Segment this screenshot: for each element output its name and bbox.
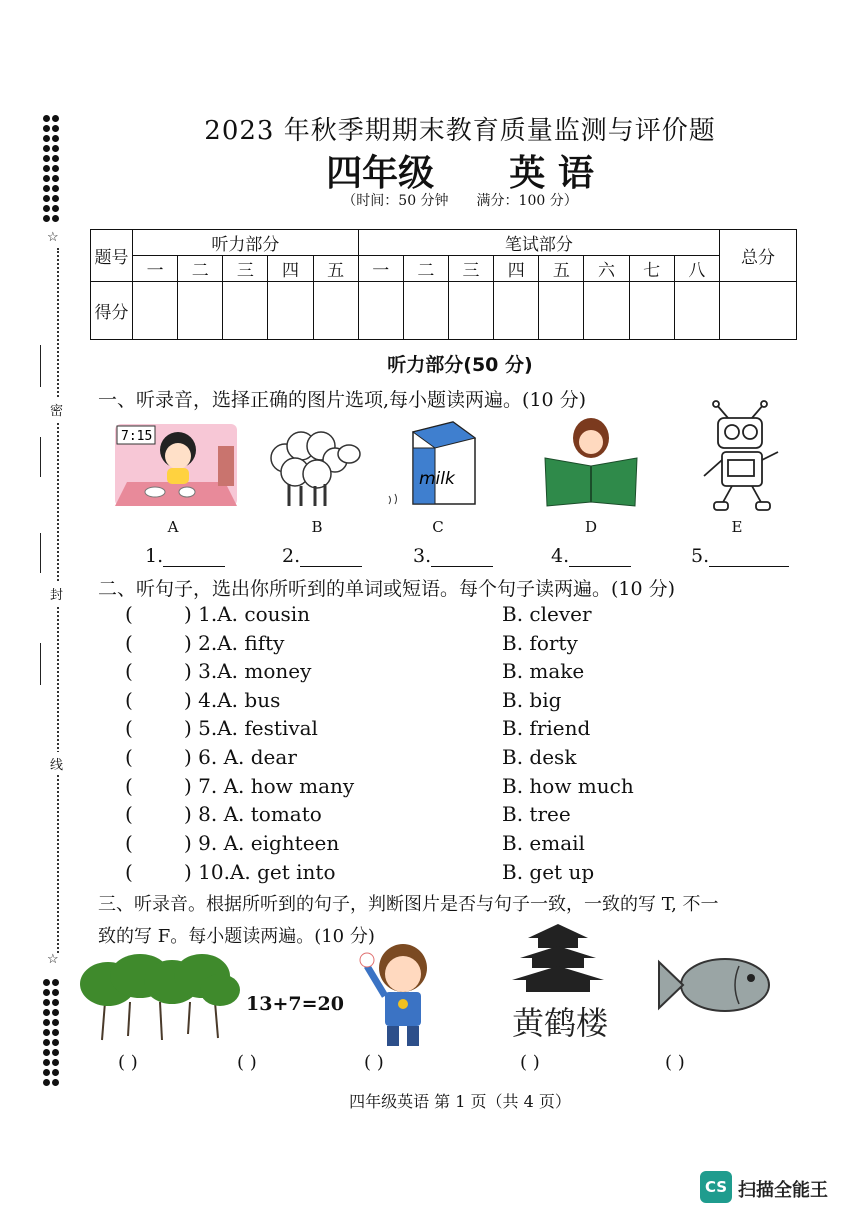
option-a: ) 6. A. dear [184,745,297,769]
score-cell[interactable] [223,282,268,340]
option-b: B. friend [502,716,591,740]
col-header: 二 [178,256,223,282]
answer-paren[interactable]: ( [125,745,133,769]
col-label: 题号 [91,230,133,282]
score-cell[interactable] [584,282,629,340]
label-e: E [731,518,743,536]
col-header: 三 [448,256,493,282]
score-cell[interactable] [313,282,358,340]
tower-chars: 黄鹤楼 [512,1004,608,1042]
option-a: ) 1.A. cousin [184,602,311,626]
camscanner-text: 扫描全能王 [738,1180,828,1201]
hole-dots-bottom [42,972,62,1082]
answer-paren[interactable]: ( [125,831,133,855]
answer-paren-5[interactable]: ( ) [665,1052,685,1073]
option-b: B. get up [502,860,595,884]
camscanner-logo-icon: CS [700,1171,732,1203]
score-cell[interactable] [358,282,403,340]
answer-blank-2[interactable] [282,545,362,567]
option-b: B. tree [502,802,571,826]
option-b: B. clever [502,602,592,626]
part1-title: 一、听录音，选择正确的图片选项,每小题读两遍。(10 分) [98,389,587,411]
star-icon: ☆ [47,230,59,245]
subject: 英 语 [509,152,594,194]
blank-number: 5. [691,545,710,567]
option-a: ) 8. A. tomato [184,802,322,826]
score-cell[interactable] [494,282,539,340]
milk-carton-picture [383,418,493,510]
score-cell[interactable] [629,282,674,340]
star-icon: ☆ [47,952,59,967]
option-a: ) 5.A. festival [184,716,318,740]
option-a: ) 3.A. money [184,659,312,683]
listening-label: 听力部分 [133,230,359,256]
page-footer: 四年级英语 第 1 页（共 4 页） [349,1092,571,1111]
col-header: 八 [674,256,719,282]
margin-bar [40,533,41,573]
option-a: ) 4.A. bus [184,688,281,712]
score-cell[interactable] [178,282,223,340]
part3-title-line2: 致的写 F。每小题读两遍。(10 分) [98,926,375,947]
col-header: 四 [494,256,539,282]
option-b: B. make [502,659,585,683]
part2-title: 二、听句子，选出你所听到的单词或短语。每个句子读两遍。(10 分) [98,578,676,600]
answer-blank-4[interactable] [551,545,631,567]
margin-bar [40,437,41,477]
answer-paren[interactable]: ( [125,802,133,826]
option-b: B. how much [502,774,634,798]
col-header: 七 [629,256,674,282]
score-cell[interactable] [448,282,493,340]
grade: 四年级 [326,152,435,194]
equation-text: 13+7=20 [246,993,344,1015]
margin-char-xian: 线 [50,752,63,775]
option-b: B. email [502,831,585,855]
answer-blank-1[interactable] [145,545,225,567]
col-header: 三 [223,256,268,282]
answer-paren[interactable]: ( [125,774,133,798]
blank-number: 1. [145,545,164,567]
total-cell[interactable] [720,282,797,340]
score-cell[interactable] [133,282,178,340]
answer-paren-4[interactable]: ( ) [520,1052,540,1073]
score-cell[interactable] [268,282,313,340]
exam-title: 2023 年秋季期期末教育质量监测与评价题 [204,116,716,146]
col-header: 二 [403,256,448,282]
score-cell[interactable] [539,282,584,340]
answer-paren[interactable]: ( [125,716,133,740]
answer-paren-2[interactable]: ( ) [237,1052,257,1073]
option-a: ) 7. A. how many [184,774,355,798]
blank-number: 3. [413,545,432,567]
col-header: 五 [313,256,358,282]
answer-paren[interactable]: ( [125,860,133,884]
yellow-crane-tower-picture [508,920,608,1044]
col-header: 一 [133,256,178,282]
answer-paren[interactable]: ( [125,631,133,655]
col-header: 四 [268,256,313,282]
label-d: D [584,518,598,536]
clock-text: 7:15 [121,429,153,444]
option-b: B. desk [502,745,577,769]
option-a: ) 10.A. get into [184,860,336,884]
col-header: 五 [539,256,584,282]
boy-medal-picture [357,938,445,1050]
option-a: ) 2.A. fifty [184,631,285,655]
label-c: C [432,518,444,536]
robot-picture [700,400,784,514]
answer-paren[interactable]: ( [125,688,133,712]
answer-paren-3[interactable]: ( ) [364,1052,384,1073]
girl-reading-picture [543,408,639,508]
exam-info: （时间：50 分钟 满分：100 分） [342,193,578,209]
margin-char-feng: 封 [50,582,63,605]
score-cell[interactable] [674,282,719,340]
option-b: B. big [502,688,562,712]
col-header: 一 [358,256,403,282]
girl-eating-picture [115,424,240,508]
sheep-picture [265,418,365,510]
label-a: A [167,518,179,536]
answer-blank-5[interactable] [691,545,789,567]
margin-bar [40,643,41,685]
blank-number: 2. [282,545,301,567]
score-cell[interactable] [403,282,448,340]
written-label: 笔试部分 [358,230,719,256]
row-label: 得分 [91,282,133,340]
option-b: B. forty [502,631,578,655]
grade-subject [0,145,860,196]
col-header: 六 [584,256,629,282]
total-label: 总分 [720,230,797,282]
answer-paren[interactable]: ( [125,602,133,626]
option-a: ) 9. A. eighteen [184,831,340,855]
blank-number: 4. [551,545,570,567]
answer-blank-3[interactable] [413,545,493,567]
score-table [90,229,797,340]
milk-text: milk [419,469,455,489]
part3-title-line1: 三、听录音。根据所听到的句子，判断图片是否与句子一致，一致的写 T, 不一 [98,894,719,915]
trees-picture [80,952,240,1042]
fish-picture [655,952,775,1018]
label-b: B [311,518,323,536]
margin-char-mi: 密 [50,398,63,421]
listening-heading: 听力部分(50 分) [387,354,533,376]
answer-paren[interactable]: ( [125,659,133,683]
answer-paren-1[interactable]: ( ) [118,1052,138,1073]
